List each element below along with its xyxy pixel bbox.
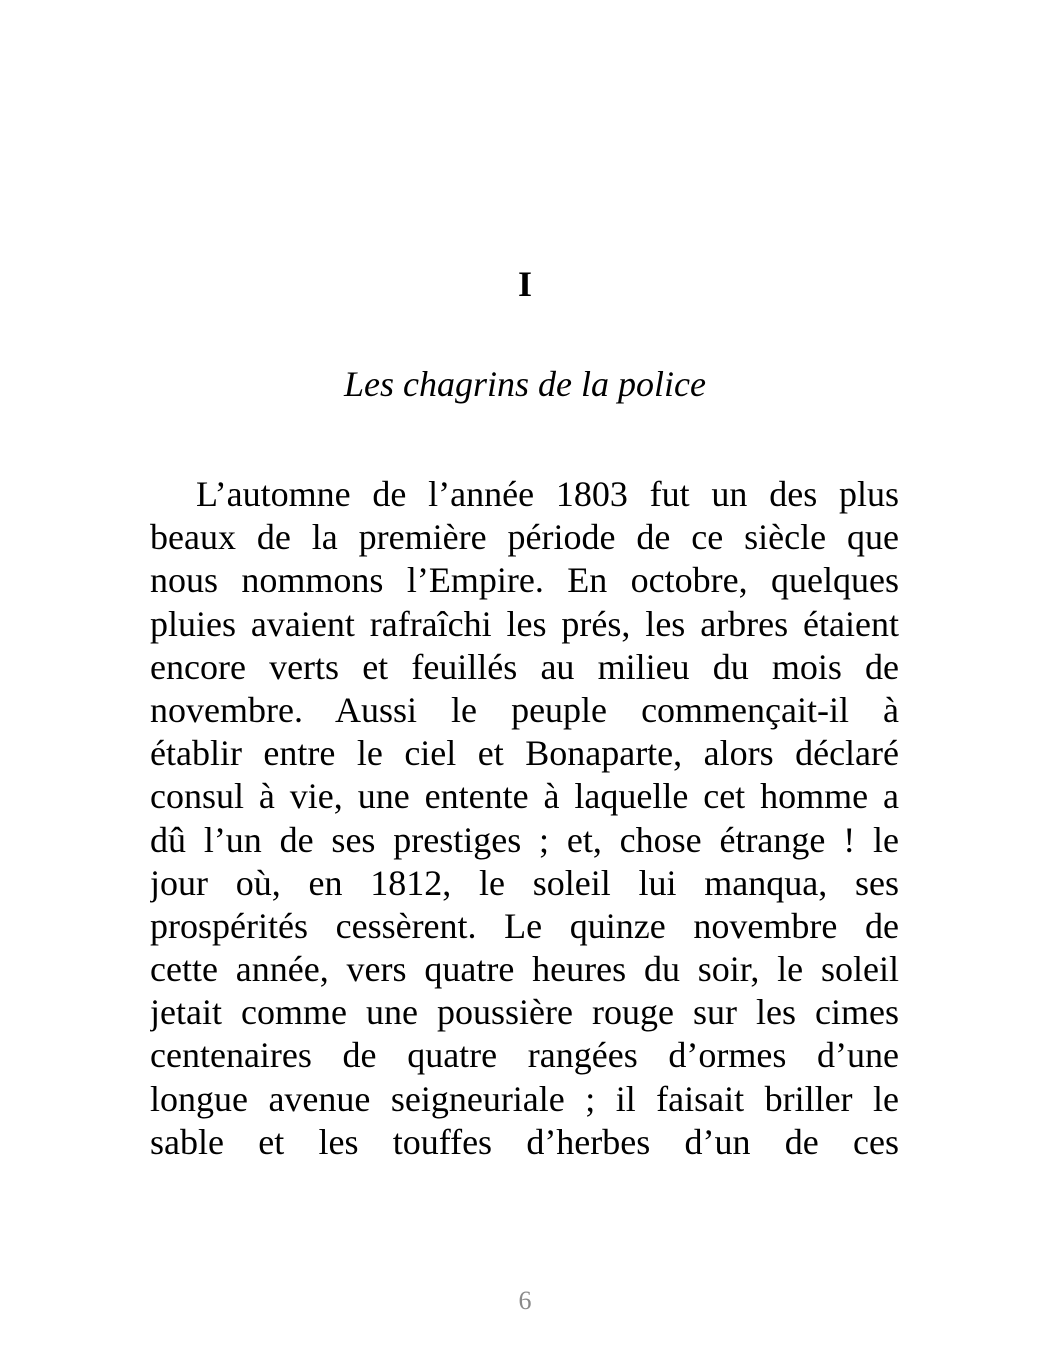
text-line: longue avenue seigneuriale ; il faisait briller le: [150, 1078, 899, 1119]
text-line: pluies avaient rafraîchi les prés, les arbres étaient: [150, 603, 899, 644]
page-number: 6: [518, 1286, 532, 1315]
text-line: sable et les touffes d’herbes d’un de ces: [150, 1121, 899, 1162]
text-line: encore verts et feuillés au milieu du mois de: [150, 646, 899, 687]
text-line: beaux de la première période de ce siècle que: [150, 517, 899, 558]
text-line: novembre. Aussi le peuple commençait-il à: [150, 689, 899, 730]
text-line: centenaires de quatre rangées d’ormes d’une: [150, 1035, 899, 1076]
text-line: établir entre le ciel et Bonaparte, alors déclaré: [150, 733, 899, 774]
chapter-title: Les chagrins de la police: [344, 364, 706, 404]
text-line: prospérités cessèrent. Le quinze novembre de: [150, 905, 899, 946]
chapter-number: I: [517, 264, 532, 304]
text-line: jour où, en 1812, le soleil lui manqua, ses: [150, 862, 899, 903]
text-line: L’automne de l’année 1803 fut un des plus: [196, 474, 899, 514]
text-line: jetait comme une poussière rouge sur les cimes: [150, 992, 899, 1033]
text-line: cette année, vers quatre heures du soir, le soleil: [150, 949, 899, 990]
text-line: nous nommons l’Empire. En octobre, quelques: [150, 560, 899, 601]
body-paragraph: [150, 473, 899, 1164]
text-line: dû l’un de ses prestiges ; et, chose étrange ! le: [150, 819, 899, 860]
text-line: consul à vie, une entente à laquelle cet homme a: [150, 776, 899, 817]
